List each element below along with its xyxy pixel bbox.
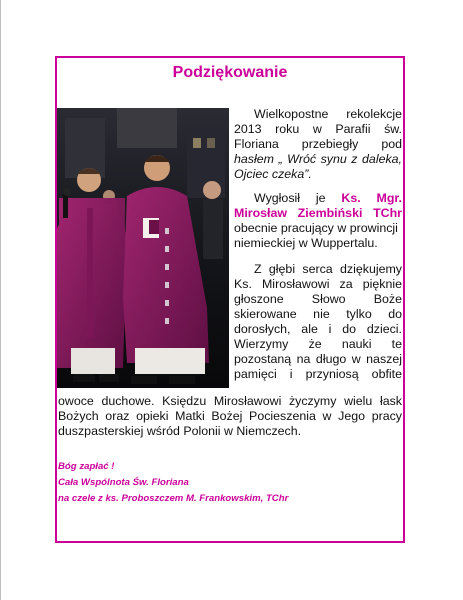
p3-line-8: pamięci i przyniosą obfite bbox=[234, 367, 402, 381]
photo-illustration bbox=[57, 108, 229, 388]
p2-line-4: niemieckiej w Wuppertalu. bbox=[234, 236, 378, 250]
p3-line-1: Z głębi serca dziękujemy bbox=[254, 262, 402, 276]
p3-line-3: głoszone Słowo Boże bbox=[234, 292, 402, 306]
page-title: Podziękowanie bbox=[172, 64, 288, 81]
page-edge bbox=[0, 0, 1, 600]
signature-line-3: na czele z ks. Proboszczem M. Frankowskim, TChr bbox=[58, 493, 289, 504]
p3-line-10: Bożych oraz opieki Matki Bożej Pocieszenia w Jego pracy bbox=[58, 409, 402, 423]
p1-line-1: Wielkopostne rekolekcje bbox=[254, 107, 402, 121]
p3-line-2: Ks. Mirosławowi za pięknie bbox=[234, 277, 402, 291]
p1-line-2: 2013 roku w Parafii św. bbox=[234, 122, 402, 136]
p3-line-4: skierowane nie tylko do bbox=[234, 307, 402, 321]
signature-line-2: Cała Wspólnota Św. Floriana bbox=[58, 477, 189, 488]
preacher-title: Ks. Mgr. bbox=[341, 191, 402, 205]
p1-line-3: Floriana przebiegły pod bbox=[234, 137, 402, 151]
photo-priests-procession bbox=[57, 108, 229, 388]
p3-line-5: dorosłych, ale i do dzieci. bbox=[234, 322, 402, 336]
p2-line-1: Wygłosił je Ks. Mgr. bbox=[254, 191, 402, 205]
signature-line-1: Bóg zapłać ! bbox=[58, 461, 115, 472]
p3-line-7: pozostaną na długo w naszej bbox=[234, 352, 402, 366]
p1-line-5: Ojciec czeka”. bbox=[234, 167, 312, 181]
p1-line-4: hasłem „ Wróć synu z daleka, bbox=[234, 152, 402, 166]
p3-line-6: Wierzymy że nauki te bbox=[234, 337, 402, 351]
p3-line-9: owoce duchowe. Księdzu Mirosławowi życzymy wielu łask bbox=[58, 394, 402, 408]
preacher-name: Mirosław Ziembiński TChr bbox=[234, 206, 402, 220]
p2-line-3: obecnie pracujący w prowincji bbox=[234, 221, 398, 235]
p3-line-11: duszpasterskiej wśród Polonii w Niemczech. bbox=[58, 424, 302, 438]
